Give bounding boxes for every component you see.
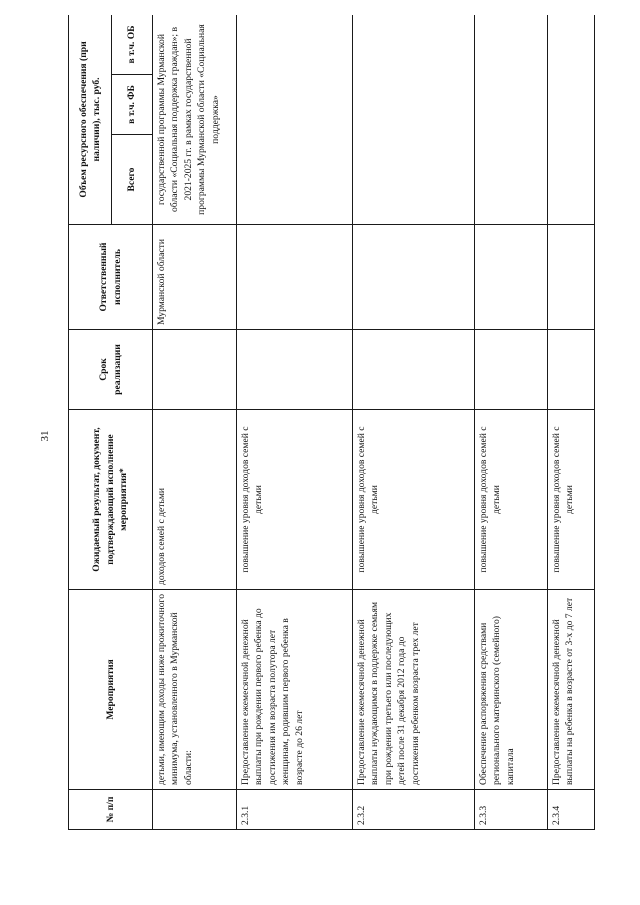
cell-num: [153, 790, 237, 830]
cell-result: доходов семей с детьми: [153, 410, 237, 590]
table-row: [237, 15, 353, 830]
page-number: 31: [39, 430, 51, 442]
header-num: № п/п: [69, 790, 153, 830]
table-row: [353, 15, 475, 830]
cell-term: [237, 330, 353, 410]
table-row: [475, 15, 548, 830]
cell-event: Предоставление ежемесячной денежной выплаты при рождении первого ребенка до достижения им возраста полутора лет женщинам, родившим первого ребенка в возрасте до 26 лет: [237, 590, 353, 790]
cell-executor: [475, 225, 548, 330]
header-executor: Ответственный исполнитель: [69, 225, 153, 330]
activities-table: [68, 15, 595, 830]
cell-num: 2.3.2: [353, 790, 475, 830]
header-total: Всего: [112, 135, 153, 225]
cell-executor: [237, 225, 353, 330]
cell-event: Обеспечение распоряжения средствами регионального материнского (семейного) капитала: [475, 590, 548, 790]
cell-term: [548, 330, 595, 410]
cell-term: [153, 330, 237, 410]
table-row: [548, 15, 595, 830]
rotated-table-area: [68, 15, 608, 830]
header-result: Ожидаемый результат, документ, подтверждающий исполнение мероприятия*: [69, 410, 153, 590]
cell-resources: [548, 15, 595, 225]
cell-executor: Мурманской области: [153, 225, 237, 330]
header-resources: Объем ресурсного обеспечения (при наличии), тыс. руб.: [69, 15, 112, 225]
cell-num: 2.3.3: [475, 790, 548, 830]
cell-result: повышение уровня доходов семей с детьми: [548, 410, 595, 590]
cell-num: 2.3.1: [237, 790, 353, 830]
cell-executor: [353, 225, 475, 330]
cell-resources: [237, 15, 353, 225]
cell-executor: [548, 225, 595, 330]
cell-result: повышение уровня доходов семей с детьми: [237, 410, 353, 590]
cell-result: повышение уровня доходов семей с детьми: [353, 410, 475, 590]
table-row: [153, 15, 237, 830]
cell-result: повышение уровня доходов семей с детьми: [475, 410, 548, 590]
header-fb: в т.ч. ФБ: [112, 75, 153, 135]
cell-term: [475, 330, 548, 410]
header-term: Срок реализации: [69, 330, 153, 410]
cell-resources: [353, 15, 475, 225]
cell-num: 2.3.4: [548, 790, 595, 830]
cell-resources: государственной программы Мурманской области «Социальная поддержка граждан»; в 2021-2025 гг. в рамках государственной программы Мурманской области «Социальная поддержка»: [153, 15, 237, 225]
header-ob: в т.ч. ОБ: [112, 15, 153, 75]
cell-event: детьми, имеющим доходы ниже прожиточного минимума, установленного в Мурманской области:: [153, 590, 237, 790]
cell-term: [353, 330, 475, 410]
cell-resources: [475, 15, 548, 225]
table-frame: [68, 15, 608, 830]
cell-event: Предоставление ежемесячной денежной выплаты на ребенка в возрасте от 3-х до 7 лет: [548, 590, 595, 790]
header-event: Мероприятия: [69, 590, 153, 790]
cell-event: Предоставление ежемесячной денежной выплаты нуждающимся в поддержке семьям при рождении третьего или последующих детей после 31 декабря 2012 года до достижения ребенком возраста трех лет: [353, 590, 475, 790]
